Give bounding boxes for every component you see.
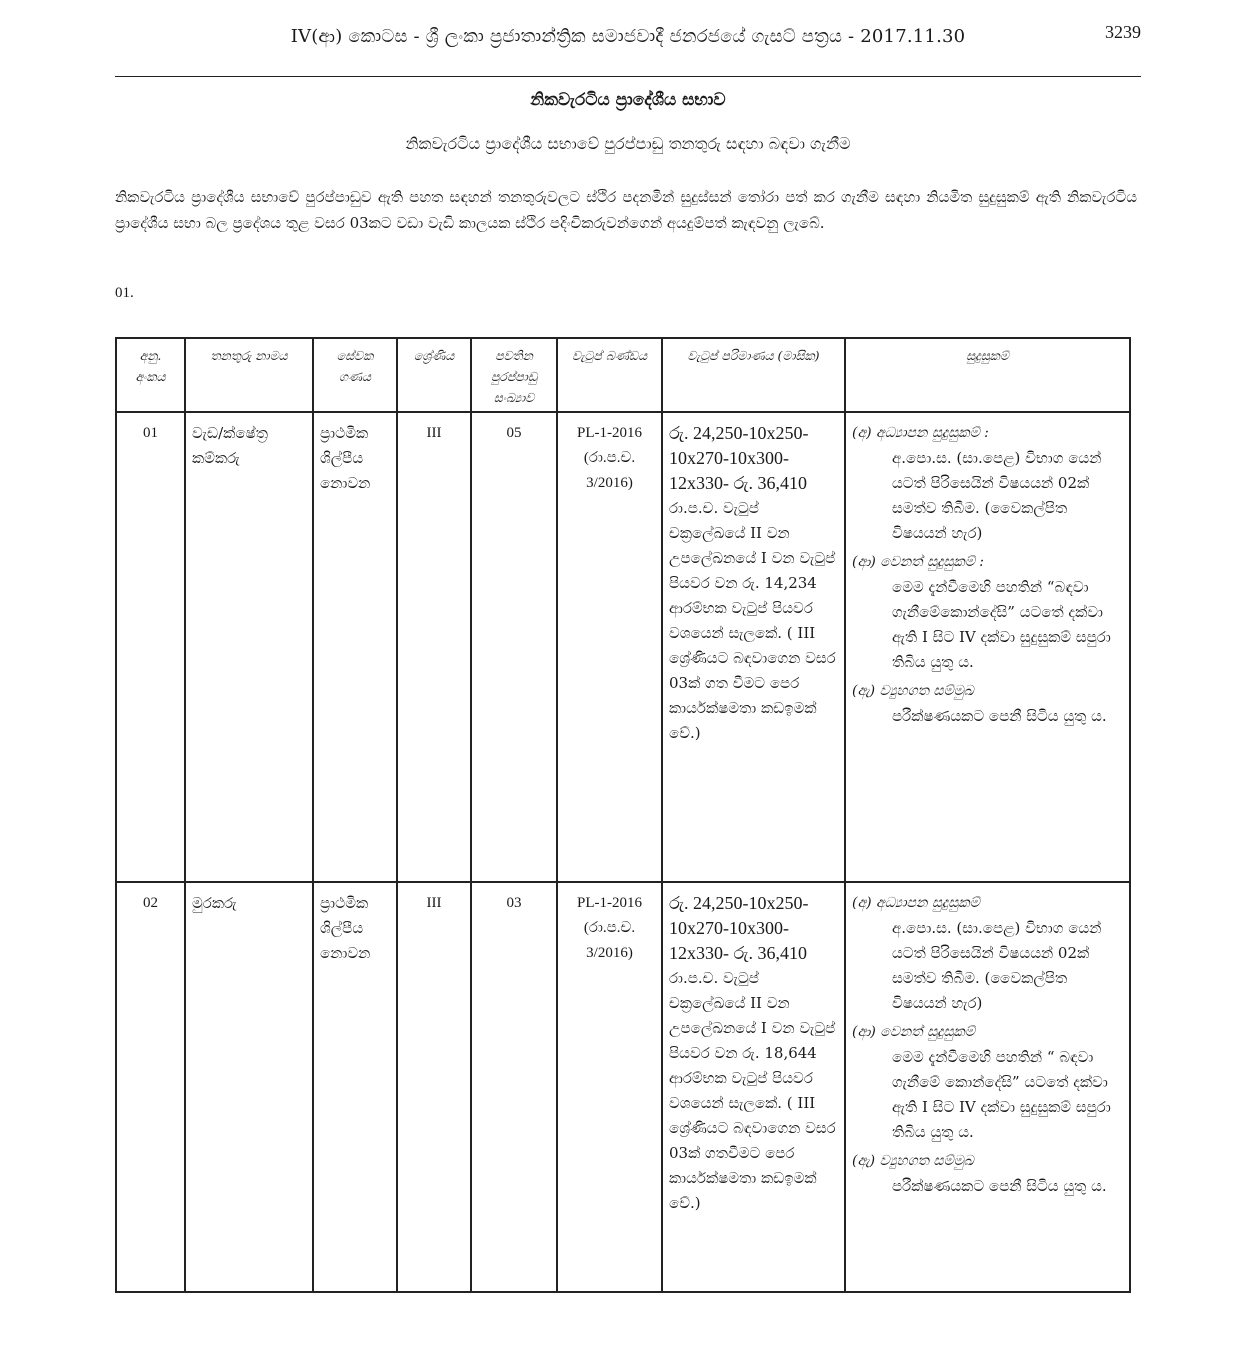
serial-no: 01 [116,412,185,882]
salary-band: PL-1-2016 (රා.ප.ච. 3/2016) [557,882,662,1292]
qualification-heading: (ඇ) ව්‍යුහගත සම්මුඛ [852,683,974,699]
vacancy-count: 05 [471,412,557,882]
vacancy-count: 03 [471,882,557,1292]
gazette-header-title: IV(ආ) කොටස - ශ්‍රී ලංකා ප්‍රජාතාන්ත්‍රික සමාජවාදී ජනරජයේ ගැසට් පත්‍රය - 2017.11.30 [290,26,966,47]
qualification-heading: (ආ) වෙනත් සුදුසුකම් [852,1024,975,1040]
qualification-heading: (අ) අධ්‍යාපන සුදුසුකම් [852,895,980,911]
header-serial-no: අනු. අංකය [116,338,185,412]
post-name: වැඩ/ක්ෂේත්‍ර කම්කරු [185,412,313,882]
salary-scale: රු. 24,250-10x250-10x270-10x300-12x330- රු. 36,410 [669,893,809,963]
qualifications-cell [845,412,1130,882]
vacancy-table [115,337,1131,1293]
notice-title: නිකවැරටිය ප්‍රාදේශීය සභාවේ පුරප්පාඩු තනතුරු සඳහා බඳවා ගැනීම [405,134,851,153]
salary-scale: රු. 24,250-10x250-10x270-10x300-12x330- රු. 36,410 [669,423,809,493]
table-row [116,882,1130,1292]
qualification-item [852,1020,1123,1145]
header-salary-scale: වැටුප් පරිමාණය (මාසික) [662,338,845,412]
qualifications-cell [845,882,1130,1292]
service-category: ප්‍රාථමික ශිල්පීය නොවන [313,882,397,1292]
qualification-text: මෙම දැන්වීමෙහි පහතින් “ බඳවා ගැනීමේ කොන්දේසි” යටතේ දක්වා ඇති I සිට IV දක්වා සුදුසුකම් සපුරා තිබිය යුතු ය. [892,1048,1111,1141]
intro-paragraph: නිකවැරටිය ප්‍රාදේශීය සභාවේ පුරප්පාඩුව ඇති පහත සඳහන් තනතුරුවලට ස්ථිර පදනමින් සුදුස්සන් තෝරා පත් කර ගැනීම සඳහා නියමිත සුදුසුකම් ඇති නිකවැරටිය ප්‍රාදේශීය සභා බල ප්‍රදේශය තුළ වසර 03කට වඩා වැඩි කාලයක ස්ථිර පදිංචිකරුවන්ගෙන් අයදුම්පත් කැඳවනු ලැබේ. [115,188,1137,232]
header-qualifications: සුදුසුකම් [845,338,1130,412]
qualification-item [852,1149,1123,1199]
salary-scale-cell [662,882,845,1292]
page-number: 3239 [1105,22,1141,42]
serial-no: 02 [116,882,185,1292]
qualification-text: අ.පො.ස. (සා.පෙළ) විභාග යෙන් යටත් පිරිසෙයින් විෂයයන් 02ක් සමත්ව තිබීම. (වෛකල්පිත විෂයයන් හැර) [892,449,1102,542]
table-row [116,412,1130,882]
grade: III [397,882,471,1292]
header-post-name: තනතුරු නාමය [185,338,313,412]
header-service-category: සේවක ගණය [313,338,397,412]
qualification-text: මෙම දැන්වීමෙහි පහතින් “බඳවා ගැනීමේකොන්දේසි” යටතේ දක්වා ඇති I සිට IV දක්වා සුදුසුකම් සපුරා තිබිය යුතු ය. [892,578,1111,671]
qualification-item [852,421,1123,546]
qualification-text: අ.පො.ස. (සා.පෙළ) විභාග යෙන් යටත් පිරිසෙයින් විෂයයන් 02ක් සමත්ව තිබීම. (වෛකල්පිත විෂයයන් හැර) [892,919,1102,1012]
organization-title: නිකවැරටිය ප්‍රාදේශීය සභාව [530,90,726,110]
header-grade: ශ්‍රේණිය [397,338,471,412]
page-header [115,20,1141,77]
qualification-heading: (ඇ) ව්‍යුහගත සම්මුඛ [852,1153,974,1169]
qualification-item [852,891,1123,1016]
qualification-heading: (අ) අධ්‍යාපන සුදුසුකම් : [852,425,989,441]
qualification-text: පරීක්ෂණයකට පෙනී සිටිය යුතු ය. [892,707,1107,725]
salary-band: PL-1-2016 (රා.ප.ච. 3/2016) [557,412,662,882]
header-salary-band: වැටුප් බණ්ඩය [557,338,662,412]
table-header-row [116,338,1130,412]
qualification-item [852,550,1123,675]
qualification-item [852,679,1123,729]
qualification-heading: (ආ) වෙනත් සුදුසුකම් : [852,554,985,570]
post-name: මුරකරු [185,882,313,1292]
section-number: 01. [115,285,134,301]
salary-scale-cell [662,412,845,882]
salary-note: රා.ප.ච. වැටුප් චක්‍රලේඛයේ II වන උපලේඛනයේ I වන වැටුප් පියවර වන රු. 14,234 ආරම්භක වැටුප් පියවර වශයෙන් සැලකේ. ( III ශ්‍රේණියට බඳවාගෙන වසර 03ක් ගත වීමට පෙර කාර්යක්ෂමතා කඩඉමක් වේ.) [669,499,836,742]
header-vacancies: පවතින පුරප්පාඩු සංඛ්‍යාව [471,338,557,412]
salary-note: රා.ප.ච. වැටුප් චක්‍රලේඛයේ II වන උපලේඛනයේ I වන වැටුප් පියවර වන රු. 18,644 ආරම්භක වැටුප් පියවර වශයෙන් සැලකේ. ( III ශ්‍රේණියට බඳවාගෙන වසර 03ක් ගතවීමට පෙර කාර්යක්ෂමතා කඩඉමක් වේ.) [669,969,836,1212]
qualification-text: පරීක්ෂණයකට පෙනී සිටිය යුතු ය. [892,1177,1107,1195]
grade: III [397,412,471,882]
service-category: ප්‍රාථමික ශිල්පීය නොවන [313,412,397,882]
